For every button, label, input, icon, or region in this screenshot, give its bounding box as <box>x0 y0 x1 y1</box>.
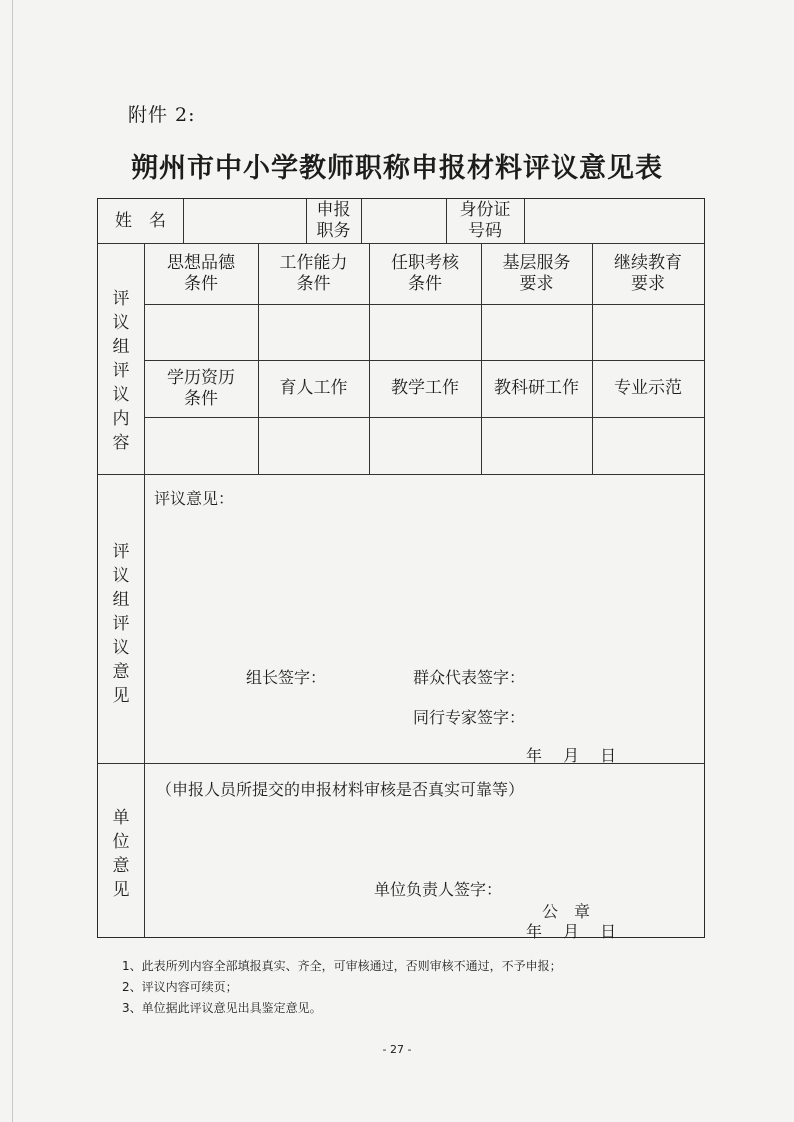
id-number-field[interactable] <box>525 199 704 243</box>
attachment-label: 附件 2: <box>128 104 196 126</box>
unit-opinion-section-label: 单 位 意 见 <box>112 808 130 900</box>
form-title: 朔州市中小学教师职称申报材料评议意见表 <box>131 153 663 184</box>
criterion-demonstration-header: 专业示范 <box>614 378 682 398</box>
group-leader-signature-label: 组长签字： <box>246 668 327 687</box>
criterion-research-header: 教科研工作 <box>494 378 579 398</box>
unit-head-signature-label: 单位负责人签字： <box>374 880 503 899</box>
criterion-appraisal-input[interactable] <box>370 305 481 360</box>
criterion-demonstration-input[interactable] <box>593 418 704 474</box>
group-opinion-date: 年 月 日 <box>526 746 617 765</box>
criterion-work-ability-input[interactable] <box>259 305 369 360</box>
position-field[interactable] <box>362 199 446 243</box>
group-opinion-section-label: 评 议 组 评 议 意 见 <box>112 542 130 706</box>
row-divider <box>98 474 704 475</box>
footnote-item: 1、此表所列内容全部填报真实、齐全，可审核通过，否则审核不通过，不予申报； <box>122 959 562 973</box>
review-content-section-label: 评 议 组 评 议 内 容 <box>112 289 130 453</box>
criterion-ethics-header: 思想品德 条件 <box>167 252 235 294</box>
footnote-item: 3、单位据此评议意见出具鉴定意见。 <box>122 1001 322 1015</box>
criterion-education-header: 学历资历 条件 <box>167 367 235 409</box>
group-opinion-heading: 评议意见： <box>154 489 235 508</box>
peer-expert-signature-label: 同行专家签字： <box>413 708 526 727</box>
criterion-grassroots-service-header: 基层服务 要求 <box>502 252 571 294</box>
id-number-label: 身份证 号码 <box>459 200 511 241</box>
unit-opinion-date: 年 月 日 <box>526 922 617 941</box>
position-label: 申报 职务 <box>316 200 351 241</box>
criterion-student-education-header: 育人工作 <box>279 378 348 398</box>
criterion-ethics-input[interactable] <box>145 305 258 360</box>
name-label: 姓 名 <box>115 210 166 231</box>
criterion-teaching-input[interactable] <box>370 418 481 474</box>
criterion-work-ability-header: 工作能力 条件 <box>279 252 348 294</box>
page-number: - 27 - <box>382 1043 412 1056</box>
unit-opinion-note: （申报人员所提交的申报材料审核是否真实可靠等） <box>156 780 525 799</box>
criterion-teaching-header: 教学工作 <box>391 378 459 398</box>
criterion-continuing-education-input[interactable] <box>593 305 704 360</box>
name-field[interactable] <box>184 199 306 243</box>
criterion-grassroots-service-input[interactable] <box>482 305 592 360</box>
criterion-appraisal-header: 任职考核 条件 <box>391 252 459 294</box>
criterion-continuing-education-header: 继续教育 要求 <box>614 252 682 294</box>
criterion-student-education-input[interactable] <box>259 418 369 474</box>
footnote-item: 2、评议内容可续页； <box>122 980 238 994</box>
public-representative-signature-label: 群众代表签字： <box>413 668 526 687</box>
review-form-table <box>97 198 705 941</box>
criterion-education-input[interactable] <box>145 418 258 474</box>
criterion-research-input[interactable] <box>482 418 592 474</box>
footnotes <box>122 956 562 1019</box>
official-seal-label: 公 章 <box>542 902 591 921</box>
